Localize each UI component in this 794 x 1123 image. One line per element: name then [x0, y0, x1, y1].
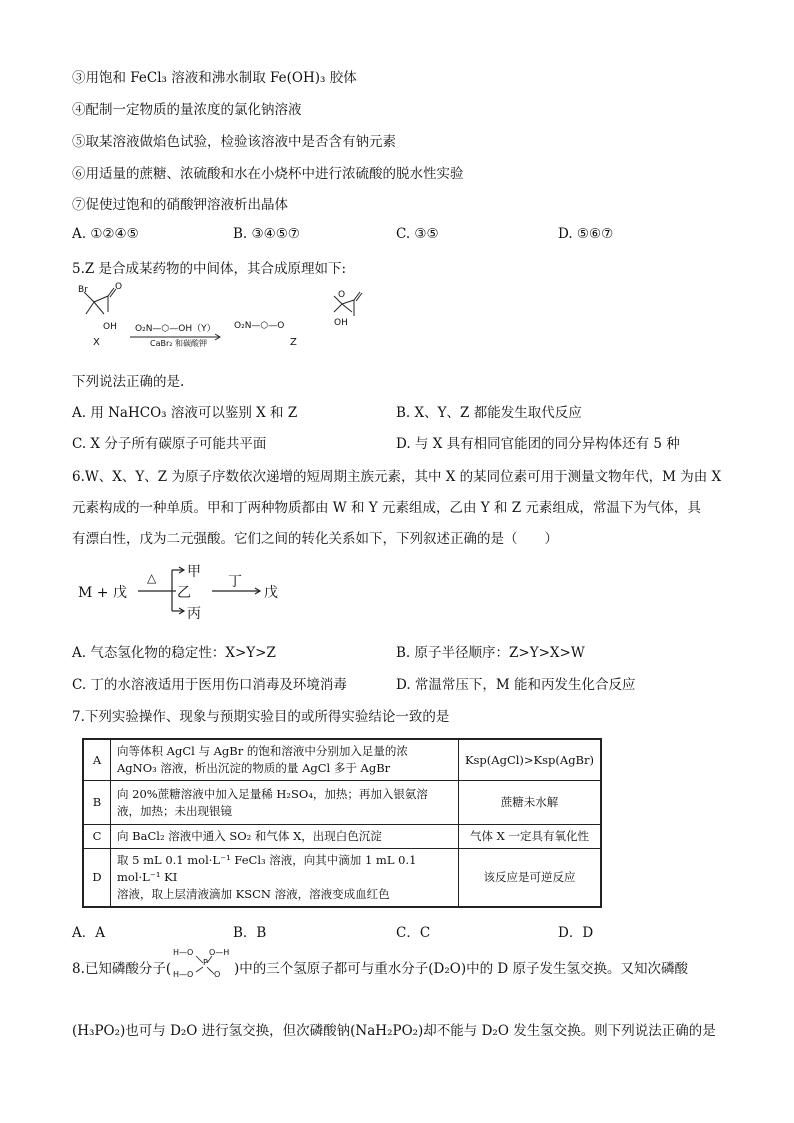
q8-line1-end: )中的三个氢原子都可与重水分子(D₂O)中的 D 原子发生氢交换。又知次磷酸 — [234, 961, 689, 977]
q5-option-d[interactable]: D. 与 X 具有相同官能团的同分异构体还有 5 种 — [396, 436, 680, 452]
op-line: 溶液，取上层清液滴加 KSCN 溶液，溶液变成血红色 — [117, 887, 390, 901]
table-row — [83, 849, 601, 908]
q5-stem: 5.Z 是合成某药物的中间体，其合成原理如下: — [72, 261, 347, 277]
z-o-label: O — [338, 290, 346, 300]
q6-option-d[interactable]: D. 常温常压下，M 能和丙发生化合反应 — [396, 677, 636, 693]
q6-stem-line2: 元素构成的一种单质。甲和丁两种物质都由 W 和 Y 元素组成，乙由 Y 和 Z 元素组成，常温下为气体，具 — [72, 500, 701, 516]
x-o-label: O — [115, 282, 123, 292]
z-oh-label: OH — [334, 318, 348, 328]
q7-option-b[interactable]: B．B — [233, 925, 267, 941]
row-operation — [111, 849, 459, 908]
q7-option-c[interactable]: C．C — [396, 925, 431, 941]
op-line: AgNO₃ 溶液，析出沉淀的物质的量 AgCl 多于 AgBr — [117, 761, 391, 775]
row-conclusion: 气体 X 一定具有氧化性 — [458, 825, 601, 849]
item-7: ⑦促使过饱和的硝酸钾溶液析出晶体 — [72, 197, 288, 213]
q5-ask: 下列说法正确的是. — [72, 374, 185, 390]
q7-option-a[interactable]: A．A — [72, 925, 105, 941]
row-conclusion: 该反应是可逆反应 — [458, 849, 601, 908]
q4-option-a[interactable]: A. ①②④⑤ — [72, 226, 139, 242]
x-br-label: Br — [78, 285, 88, 295]
table-row — [83, 781, 601, 825]
struct-ho-bottom: H—O — [173, 970, 194, 979]
q6-option-c[interactable]: C. 丁的水溶液适用于医用伤口消毒及环境消毒 — [72, 677, 347, 693]
q6-heat-symbol: △ — [147, 571, 157, 585]
item-6: ⑥用适量的蔗糖、浓硫酸和水在小烧杯中进行浓硫酸的脱水性实验 — [72, 166, 464, 182]
q6-option-a[interactable]: A. 气态氢化物的稳定性：X>Y>Z — [72, 645, 276, 661]
q8-line2: (H₃PO₂)也可与 D₂O 进行氢交换，但次磷酸钠(NaH₂PO₂)却不能与 D₂O 发生氢交换。则下列说法正确的是 — [72, 1023, 716, 1039]
q6-product-yi: 乙 — [177, 585, 191, 601]
q6-product-bing: 丙 — [187, 606, 201, 622]
q4-option-b[interactable]: B. ③④⑤⑦ — [233, 226, 300, 242]
q6-reactants: M + 戊 — [78, 585, 127, 601]
reagent-y: O₂N—⬡—OH（Y） — [135, 324, 216, 334]
q4-option-c[interactable]: C. ③⑤ — [396, 226, 439, 242]
op-line: 向 BaCl₂ 溶液中通入 SO₂ 和气体 X，出现白色沉淀 — [117, 829, 382, 843]
row-conclusion: 蔗糖未水解 — [458, 781, 601, 825]
q5-scheme-bonds — [72, 282, 372, 352]
reaction-condition: CaBr₂ 和碳酸钾 — [150, 339, 208, 348]
op-line: 取 5 mL 0.1 mol·L⁻¹ FeCl₃ 溶液，向其中滴加 1 mL 0.1 mol·L⁻¹ KI — [117, 853, 417, 884]
op-line: 液，加热；未出现银镜 — [117, 803, 232, 818]
q6-product-jia: 甲 — [187, 564, 201, 580]
q5-option-b[interactable]: B. X、Y、Z 都能发生取代反应 — [396, 405, 582, 421]
q7-experiment-table — [82, 738, 602, 908]
row-operation — [111, 825, 459, 849]
q5-option-a[interactable]: A. 用 NaHCO₃ 溶液可以鉴别 X 和 Z — [72, 405, 298, 421]
op-line: 向 20%蔗糖溶液中加入足量稀 H₂SO₄，加热；再加入银氨溶 — [117, 786, 428, 801]
q8-line1-start: 8.已知磷酸分子( — [72, 961, 172, 977]
row-key: A — [83, 739, 111, 781]
table-row — [83, 739, 601, 781]
struct-oh-top: O—H — [209, 948, 230, 957]
row-conclusion: Ksp(AgCl)>Ksp(AgBr) — [458, 739, 601, 781]
item-5: ⑤取某溶液做焰色试验，检验该溶液中是否含有钠元素 — [72, 134, 396, 150]
q6-option-b[interactable]: B. 原子半径顺序：Z>Y>X>W — [396, 645, 585, 661]
row-operation — [111, 781, 459, 825]
struct-p: P — [203, 958, 208, 967]
q6-reagent-ding: 丁 — [228, 574, 242, 590]
q4-option-d[interactable]: D. ⑤⑥⑦ — [558, 226, 614, 242]
row-key: D — [83, 849, 111, 908]
row-key: C — [83, 825, 111, 849]
z-label: Z — [290, 337, 297, 348]
item-3: ③用饱和 FeCl₃ 溶液和沸水制取 Fe(OH)₃ 胶体 — [72, 70, 357, 86]
struct-o-double: O — [214, 970, 221, 979]
row-key: B — [83, 781, 111, 825]
struct-ho-top: H—O — [173, 948, 194, 957]
q6-stem-line1: 6.W、X、Y、Z 为原子序数依次递增的短周期主族元素，其中 X 的某同位素可用于测量文物年代，M 为由 X — [72, 469, 722, 485]
q6-final-wu: 戊 — [264, 585, 278, 601]
q6-stem-line3: 有漂白性，戊为二元强酸。它们之间的转化关系如下，下列叙述正确的是（ ） — [72, 531, 558, 547]
x-oh-label: OH — [103, 322, 117, 332]
z-formula: O₂N—⬡—O — [234, 321, 285, 331]
op-line: 向等体积 AgCl 与 AgBr 的饱和溶液中分别加入足量的浓 — [117, 744, 408, 758]
row-operation — [111, 739, 459, 781]
q7-option-d[interactable]: D．D — [558, 925, 594, 941]
item-4: ④配制一定物质的量浓度的氯化钠溶液 — [72, 102, 302, 118]
table-row — [83, 825, 601, 849]
q7-stem: 7.下列实验操作、现象与预期实验目的或所得实验结论一致的是 — [72, 709, 450, 725]
x-label: X — [93, 337, 100, 348]
q5-option-c[interactable]: C. X 分子所有碳原子可能共平面 — [72, 436, 267, 452]
